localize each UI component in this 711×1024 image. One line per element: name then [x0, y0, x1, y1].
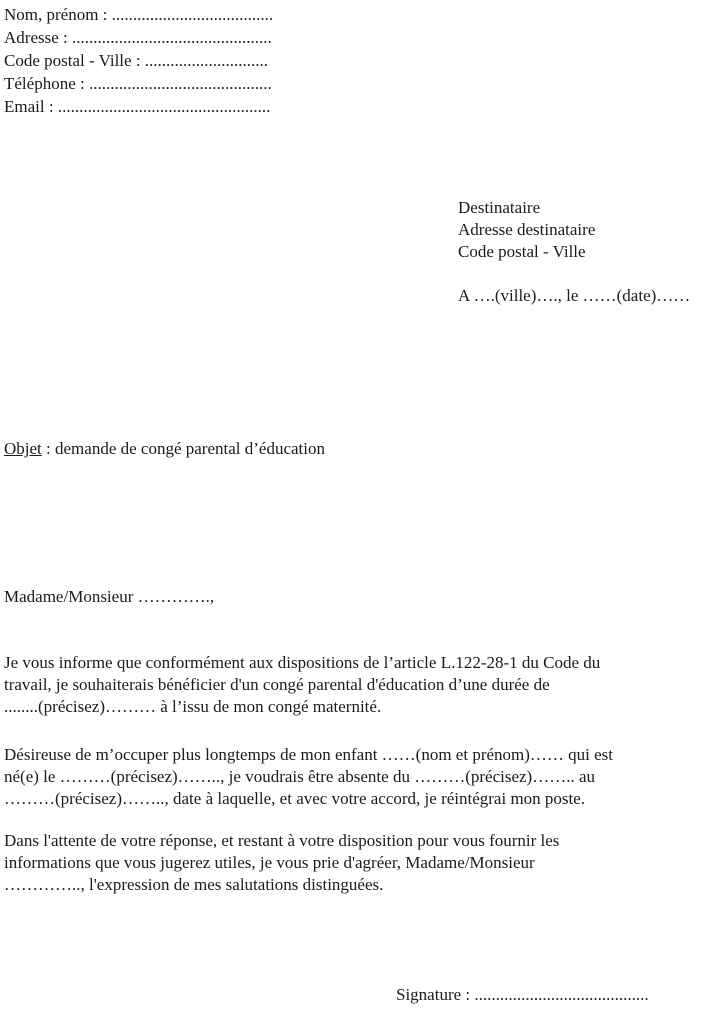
subject-text: : demande de congé parental d’éducation [41, 439, 325, 458]
body-paragraph-details: Désireuse de m’occuper plus longtemps de mon enfant ……(nom et prénom)…… qui est né(e) le ………(précisez)…….., je voudrais être absente du ………(précisez)…….. au ………(précisez)…….., date à laquelle, et avec votre accord, je réintégrai mon poste. [4, 745, 614, 808]
subject-line [4, 438, 325, 460]
subject-label: Objet [4, 439, 42, 458]
signature-line: Signature : ......................................... [396, 985, 649, 1004]
sender-address-block: Nom, prénom : ...................................... Adresse : ............................................... Code postal - Ville : ............................. Téléphone : ........................................... Email : .................................................. [4, 5, 274, 116]
salutation-line: Madame/Monsieur …………., [4, 587, 215, 606]
body-paragraph-intro: Je vous informe que conformément aux dispositions de l’article L.122-28-1 du Code du travail, je souhaiterais bénéficier d'un congé parental d'éducation d’une durée de ........(précisez)……… à l’issu de mon congé maternité. [4, 653, 601, 716]
recipient-address-block: Destinataire Adresse destinataire Code postal - Ville [458, 198, 596, 261]
place-date-line: A ….(ville)…., le ……(date)…… [458, 286, 691, 305]
body-paragraph-closing: Dans l'attente de votre réponse, et restant à votre disposition pour vous fournir les informations que vous jugerez utiles, je vous prie d'agréer, Madame/Monsieur ………….., l'expression de mes salutations distinguées. [4, 831, 560, 894]
